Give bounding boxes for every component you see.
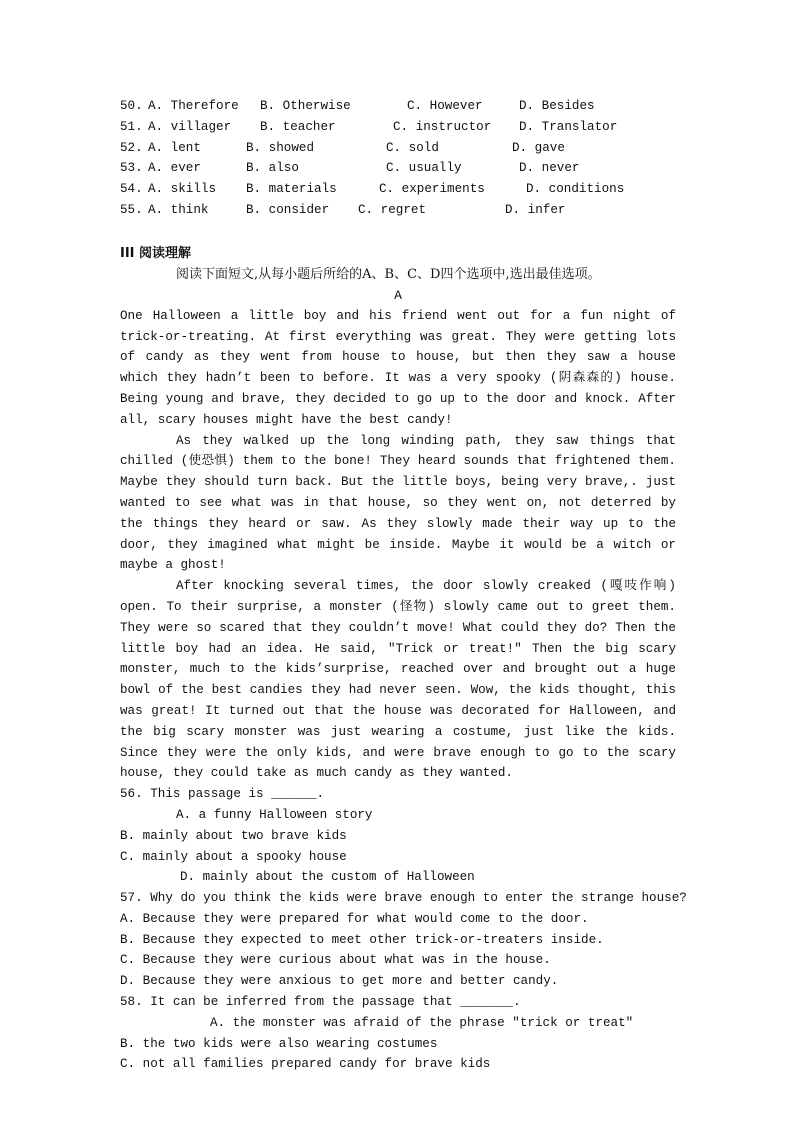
option-d: D. Besides bbox=[519, 99, 595, 113]
option-row-51 bbox=[120, 117, 676, 138]
option-row-54 bbox=[120, 179, 676, 200]
question-number: 52. bbox=[120, 140, 143, 155]
choice-a: A. the monster was afraid of the phrase ″trick or treat″ bbox=[210, 1015, 634, 1030]
option-a: A. villager bbox=[148, 119, 232, 134]
option-b: B. materials bbox=[246, 182, 337, 197]
option-d: D. conditions bbox=[526, 182, 625, 197]
question-56 bbox=[120, 784, 676, 888]
option-d: D. infer bbox=[505, 202, 566, 217]
option-d: D. never bbox=[519, 161, 580, 176]
option-c: C. However bbox=[407, 99, 483, 113]
cloze-options bbox=[120, 96, 676, 221]
option-b: B. also bbox=[246, 161, 299, 176]
option-a: A. Therefore bbox=[148, 99, 239, 113]
document-page bbox=[120, 96, 687, 1075]
option-row-50 bbox=[120, 96, 676, 117]
section-instruction: 阅读下面短文,从每小题后所给的A、B、C、D四个选项中,选出最佳选项。 bbox=[176, 266, 601, 282]
option-c: C. instructor bbox=[393, 119, 492, 134]
question-stem: 56. This passage is ______. bbox=[120, 787, 325, 802]
choice-a: A. a funny Halloween story bbox=[176, 807, 373, 822]
question-number: 54. bbox=[120, 182, 143, 197]
option-c: C. sold bbox=[386, 140, 439, 155]
question-stem: 58. It can be inferred from the passage that _______. bbox=[120, 995, 521, 1010]
question-number: 51. bbox=[120, 119, 143, 134]
question-58 bbox=[120, 992, 676, 1075]
option-a: A. skills bbox=[148, 182, 217, 197]
option-b: B. teacher bbox=[260, 119, 336, 134]
passage-paragraph-3: After knocking several times, the door slowly creaked (嘎吱作响) open. To their surprise, a monster (怪物) slowly came out to greet them. They were so scared that they couldn’t move! What could they do? Then the little boy had an idea. He said, ″Trick or treat!″ Then the big scary monster, much to the kids’surprise, reached over and brought out a huge bowl of the best candies they had never seen. Wow, the kids thought, this was great! It turned out that the house was decorated for Halloween, and the big scary monster was just wearing a costume, just like the kids. Since they were the only kids, and were brave enough to go to the scary house, they could take as much candy as they wanted. bbox=[120, 579, 676, 781]
option-d: D. gave bbox=[512, 140, 565, 155]
option-c: C. usually bbox=[386, 161, 462, 176]
choice-d: D. mainly about the custom of Halloween bbox=[180, 870, 475, 885]
question-number: 50. bbox=[120, 99, 143, 113]
question-number: 55. bbox=[120, 202, 143, 217]
option-row-53 bbox=[120, 158, 676, 179]
question-stem: 57. Why do you think the kids were brave enough to enter the strange house? bbox=[120, 891, 687, 906]
choice-d: D. Because they were anxious to get more and better candy. bbox=[120, 974, 559, 989]
option-a: A. think bbox=[148, 202, 209, 217]
choice-a: A. Because they were prepared for what would come to the door. bbox=[120, 911, 589, 926]
option-c: C. experiments bbox=[379, 182, 485, 197]
choice-c: C. mainly about a spooky house bbox=[120, 849, 347, 864]
choice-c: C. not all families prepared candy for brave kids bbox=[120, 1057, 491, 1072]
question-57 bbox=[120, 888, 687, 992]
passage-title: A bbox=[394, 287, 402, 303]
option-row-52 bbox=[120, 138, 676, 159]
option-b: B. Otherwise bbox=[260, 99, 351, 113]
option-a: A. lent bbox=[148, 140, 201, 155]
choice-b: B. the two kids were also wearing costumes bbox=[120, 1036, 438, 1051]
passage-paragraph-1: One Halloween a little boy and his friend went out for a fun night of trick-or-treating. At first everything was great. They were getting lots of candy as they went from house to house, but then they saw a house which they hadn’t been to before. It was a very spooky (阴森森的) house. Being young and brave, they decided to go up to the door and knock. After all, scary houses might have the best candy! bbox=[120, 308, 676, 427]
section-title: III 阅读理解 bbox=[120, 245, 192, 261]
choice-b: B. mainly about two brave kids bbox=[120, 828, 347, 843]
option-b: B. consider bbox=[246, 202, 330, 217]
option-d: D. Translator bbox=[519, 119, 618, 134]
option-b: B. showed bbox=[246, 140, 315, 155]
choice-b: B. Because they expected to meet other trick-or-treaters inside. bbox=[120, 932, 604, 947]
choice-c: C. Because they were curious about what was in the house. bbox=[120, 953, 551, 968]
passage-paragraph-2: As they walked up the long winding path, they saw things that chilled (使恐惧) them to the bone! They heard sounds that frightened them. Maybe they should turn back. But the little boys, being very brave,. just wanted to see what was in that house, so they went on, not deterred by the things they heard or saw. As they slowly made their way up to the door, they imagined what might be inside. Maybe it would be a witch or maybe a ghost! bbox=[120, 433, 676, 573]
option-c: C. regret bbox=[358, 202, 427, 217]
question-number: 53. bbox=[120, 161, 143, 176]
option-row-55 bbox=[120, 200, 676, 221]
option-a: A. ever bbox=[148, 161, 201, 176]
